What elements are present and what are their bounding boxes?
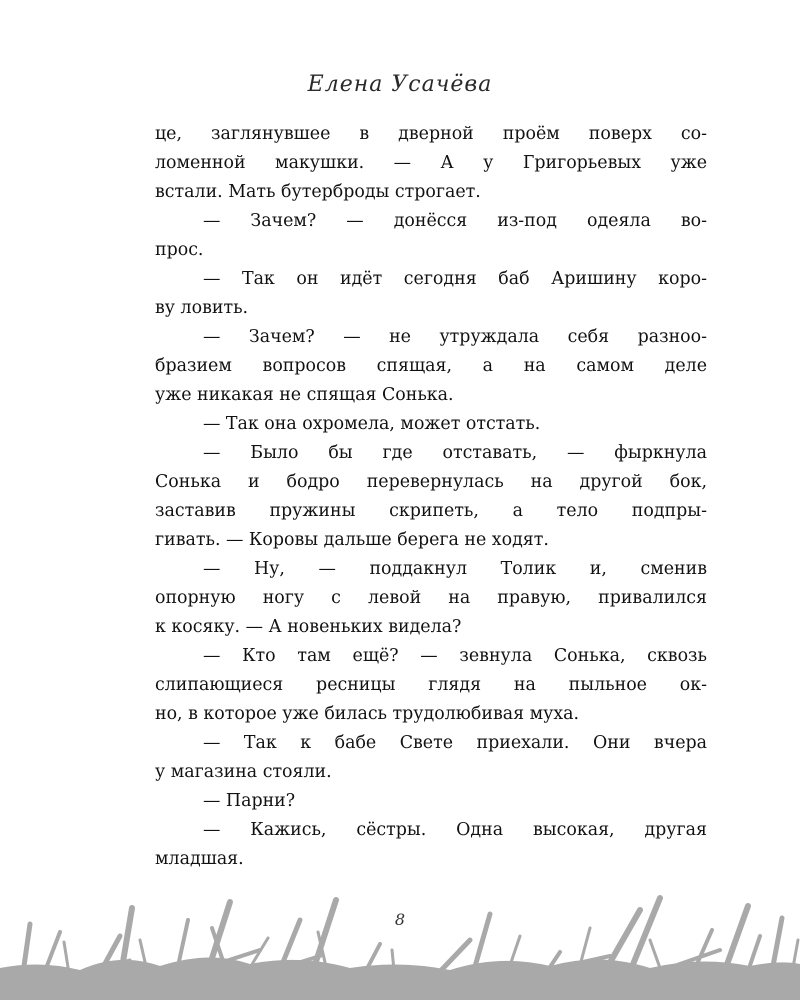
text-line: — Так к бабе Свете приехали. Они вчера	[203, 733, 707, 753]
text-line: бразием вопросов спящая, а на самом деле	[155, 356, 707, 376]
text-line: — Зачем? — не утруждала себя разноо-	[203, 327, 707, 347]
text-line: к косяку. — А новеньких видела?	[155, 617, 462, 637]
text-line: — Так она охромела, может отстать.	[203, 414, 541, 434]
text-line: — Кто там ещё? — зевнула Сонька, сквозь	[203, 646, 707, 666]
text-line: но, в которое уже билась трудолюбивая муха.	[155, 704, 580, 724]
page-number: 8	[394, 910, 406, 929]
text-line: слипающиеся ресницы глядя на пыльное ок-	[155, 675, 707, 695]
text-line: — Парни?	[203, 791, 296, 811]
text-line: младшая.	[155, 849, 244, 869]
text-line: прос.	[155, 240, 204, 260]
text-line: це, заглянувшее в дверной проём поверх со-	[155, 124, 707, 144]
text-line: Сонька и бодро перевернулась на другой бок,	[155, 472, 707, 492]
text-line: гивать. — Коровы дальше берега не ходят.	[155, 530, 549, 550]
text-line: заставив пружины скрипеть, а тело подпры-	[155, 501, 707, 521]
body-text	[155, 120, 707, 874]
text-line: — Ну, — поддакнул Толик и, сменив	[203, 559, 707, 579]
running-head-author: Елена Усачёва	[307, 72, 493, 97]
text-line: — Кажись, сёстры. Одна высокая, другая	[203, 820, 707, 840]
text-line: ломенной макушки. — А у Григорьевых уже	[155, 153, 707, 173]
text-line: — Так он идёт сегодня баб Аришину коро-	[203, 269, 707, 289]
text-line: опорную ногу с левой на правую, привалился	[155, 588, 707, 608]
text-line: — Зачем? — донёсся из-под одеяла во-	[203, 211, 707, 231]
dry-grass-icon	[0, 880, 800, 1000]
text-line: у магазина стояли.	[155, 762, 332, 782]
text-line: встали. Мать бутерброды строгает.	[155, 182, 481, 202]
text-line: ву ловить.	[155, 298, 249, 318]
text-line: — Было бы где отставать, — фыркнула	[203, 443, 707, 463]
text-line: уже никакая не спящая Сонька.	[155, 385, 454, 405]
